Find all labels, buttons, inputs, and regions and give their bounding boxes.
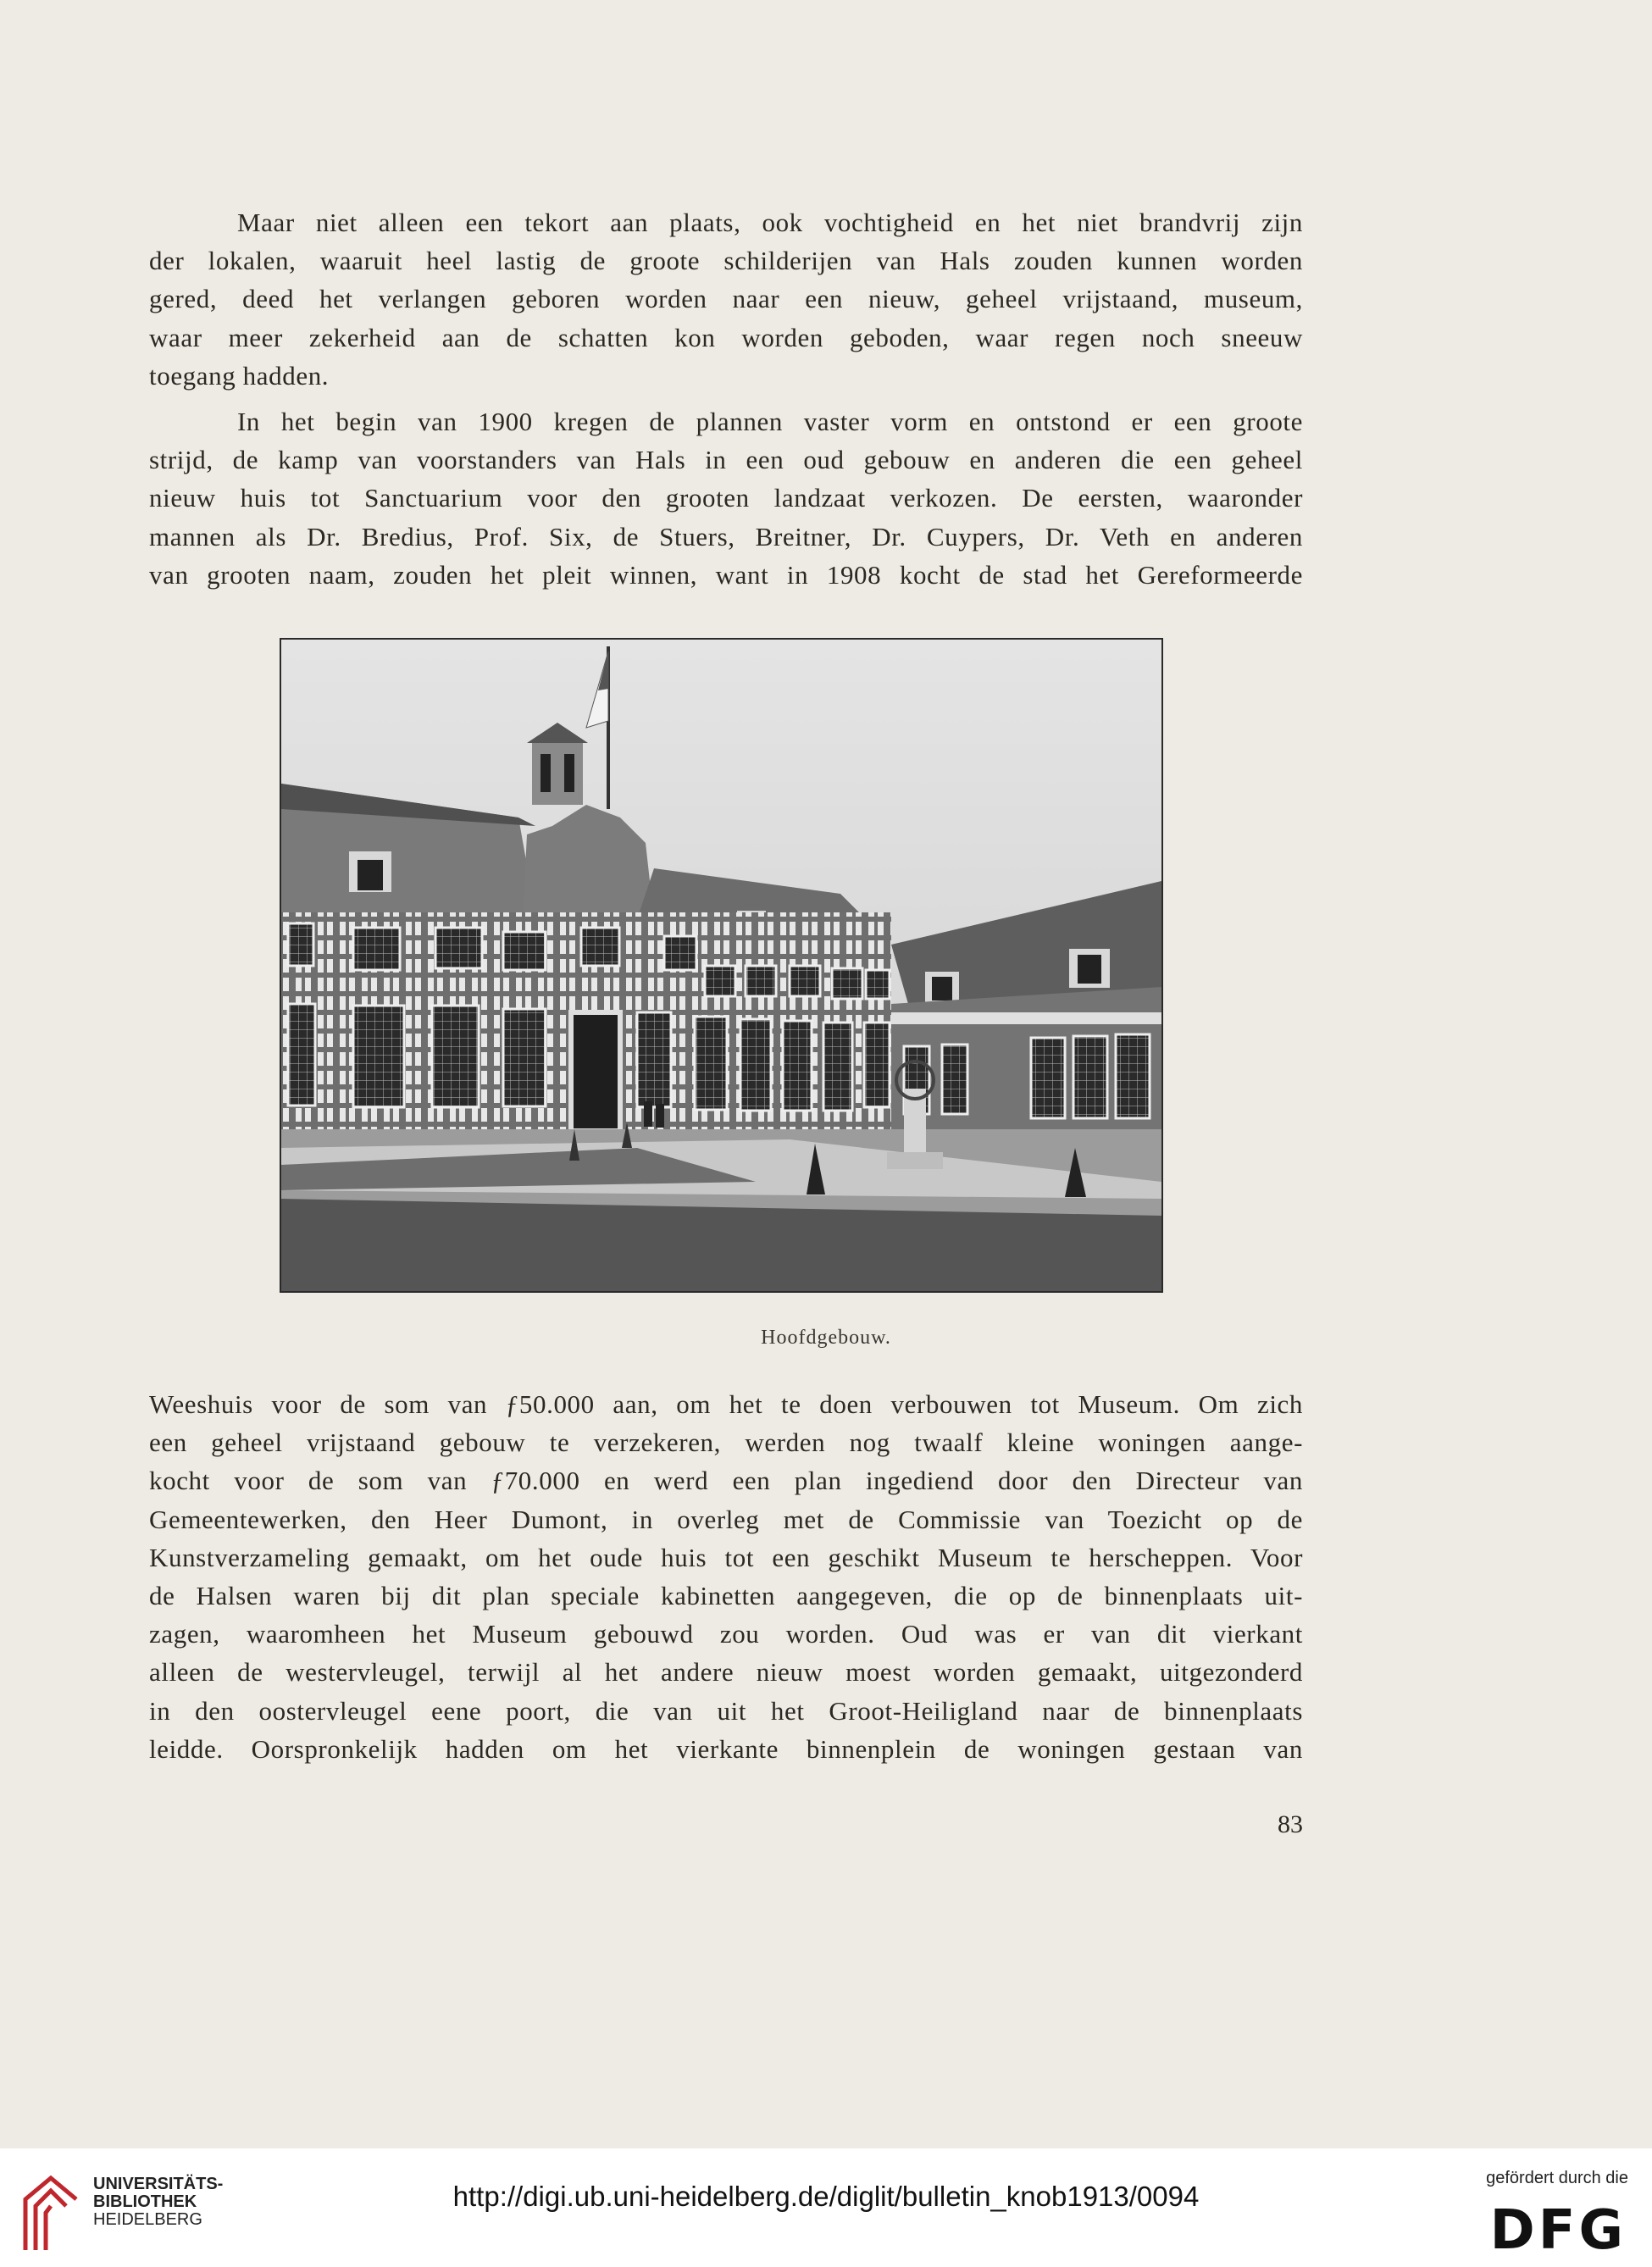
- page-number: 83: [1278, 1810, 1303, 1838]
- text-line: van grooten naam, zouden het pleit winnen, want in 1908 kocht de stad het Gereformeerde: [149, 559, 1303, 590]
- paragraph-1: [149, 203, 1303, 395]
- text-line: Maar niet alleen een tekort aan plaats, ook vochtigheid en het niet brandvrij zijn: [237, 208, 1303, 237]
- text-line: der lokalen, waaruit heel lastig de groote schilderijen van Hals zouden kunnen worden: [149, 246, 1303, 276]
- library-name-line: HEIDELBERG: [93, 2210, 202, 2229]
- funding-label: gefördert durch die: [1486, 2169, 1628, 2187]
- text-line: strijd, de kamp van voorstanders van Hals in een oud gebouw en anderen die een geheel: [149, 445, 1303, 475]
- text-line: mannen als Dr. Bredius, Prof. Six, de Stuers, Breitner, Dr. Cuypers, Dr. Veth en anderen: [149, 521, 1303, 552]
- viewer-footer: [0, 2148, 1652, 2267]
- photo-illustration: [281, 640, 1161, 1291]
- text-line: Gemeentewerken, den Heer Dumont, in overleg met de Commissie van Toezicht op de: [149, 1504, 1303, 1534]
- paragraph-3: [149, 1385, 1303, 1768]
- text-line: In het begin van 1900 kregen de plannen vaster vorm en ontstond er een groote: [237, 407, 1303, 436]
- text-line: nieuw huis tot Sanctuarium voor den grooten landzaat verkozen. De eersten, waaronder: [149, 483, 1303, 513]
- text-line: zagen, waaromheen het Museum gebouwd zou worden. Oud was er van dit vierkant: [149, 1619, 1303, 1649]
- building-photograph: [280, 638, 1163, 1293]
- permalink-url[interactable]: http://digi.ub.uni-heidelberg.de/diglit/bulletin_knob1913/0094: [452, 2181, 1200, 2212]
- dfg-logo[interactable]: DFG: [1489, 2199, 1627, 2262]
- text-line: een geheel vrijstaand gebouw te verzekeren, werden nog twaalf kleine woningen aange-: [149, 1427, 1303, 1458]
- library-name-line: UNIVERSITÄTS-: [93, 2175, 224, 2193]
- text-line: kocht voor de som van ƒ70.000 en werd een plan ingediend door den Directeur van: [149, 1466, 1303, 1496]
- text-line: toegang hadden.: [149, 360, 330, 391]
- paragraph-2: [149, 402, 1303, 594]
- text-line: waar meer zekerheid aan de schatten kon worden geboden, waar regen noch sneeuw: [149, 322, 1303, 352]
- text-line: gered, deed het verlangen geboren worden naar een nieuw, geheel vrijstaand, museum,: [149, 284, 1303, 314]
- text-line: de Halsen waren bij dit plan speciale kabinetten aangegeven, die op de binnenplaats uit-: [149, 1581, 1303, 1611]
- text-line: Kunstverzameling gemaakt, om het oude huis tot een geschikt Museum te herscheppen. Voor: [149, 1542, 1303, 1572]
- text-line: leidde. Oorspronkelijk hadden om het vierkante binnenplein de woningen gestaan van: [149, 1733, 1303, 1764]
- text-line: alleen de westervleugel, terwijl al het andere nieuw moest worden gemaakt, uitgezonderd: [149, 1657, 1303, 1688]
- library-name-line: BIBLIOTHEK: [93, 2192, 197, 2211]
- text-line: in den oostervleugel eene poort, die van uit het Groot-Heiligland naar de binnenplaats: [149, 1695, 1303, 1726]
- figure-caption: Hoofdgebouw.: [761, 1327, 891, 1349]
- text-line: Weeshuis voor de som van ƒ50.000 aan, om het te doen verbouwen tot Museum. Om zich: [149, 1389, 1303, 1419]
